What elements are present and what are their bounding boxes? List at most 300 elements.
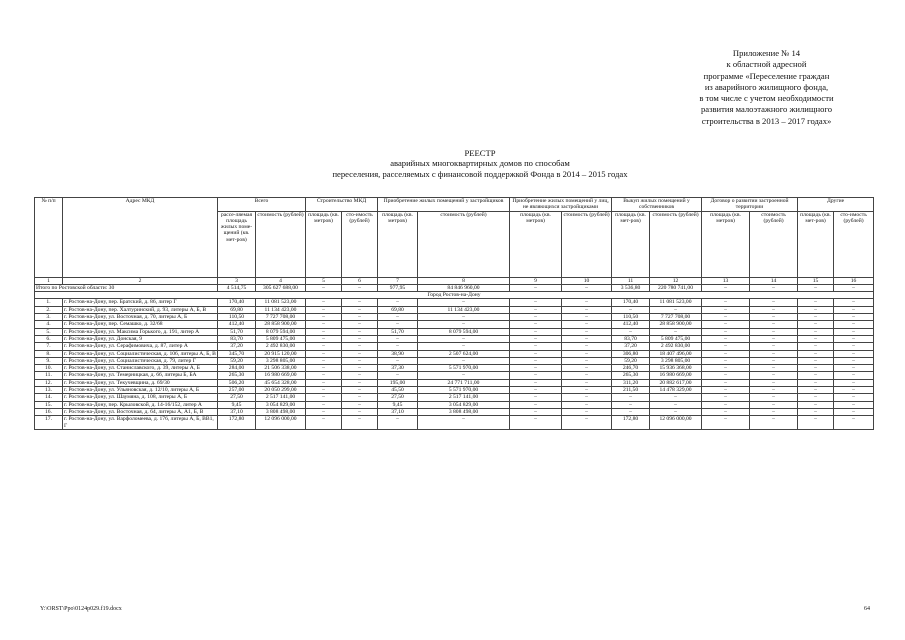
appendix-header (660, 48, 873, 127)
row-cell: 265,30 (612, 372, 650, 379)
row-cell: – (750, 401, 798, 408)
row-cell: – (750, 365, 798, 372)
row-cell: – (702, 416, 750, 430)
row-cell: – (378, 314, 418, 321)
row-cell: – (342, 335, 378, 342)
row-cell: – (798, 372, 834, 379)
row-cell: 110,50 (218, 314, 256, 321)
row-cell: 9,45 (378, 401, 418, 408)
row-cell: – (562, 357, 612, 364)
row-cell: – (702, 372, 750, 379)
row-cell: – (342, 372, 378, 379)
row-cell: – (342, 416, 378, 430)
subheader-cost: стоимость (рублей) (418, 211, 510, 277)
row-cell: 7 727 708,00 (650, 314, 702, 321)
row-cell: – (342, 379, 378, 386)
total-cell: – (798, 284, 834, 291)
row-cell: – (798, 350, 834, 357)
table-row (35, 350, 874, 357)
title-line: аварийных многоквартирных домов по способам (390, 158, 570, 169)
subheader-area: площадь (кв. метров) (702, 211, 750, 277)
row-cell: – (562, 401, 612, 408)
col-other-header: Другие (798, 198, 874, 212)
row-cell: – (798, 401, 834, 408)
row-cell: – (510, 314, 562, 321)
row-cell: 2 517 141,00 (256, 394, 306, 401)
row-cell: – (378, 343, 418, 350)
row-cell: 2 492 830,00 (256, 343, 306, 350)
row-cell: – (306, 321, 342, 328)
row-cell: 170,40 (218, 299, 256, 306)
row-cell: – (702, 394, 750, 401)
row-cell: – (418, 372, 510, 379)
row-address: г. Ростов-на-Дону, ул. Ульяновская, д. 12/10, литеры А, Б (63, 387, 218, 394)
appendix-line: в том числе с учетом необходимости (699, 93, 834, 104)
table-row (35, 372, 874, 379)
row-cell: 412,40 (218, 321, 256, 328)
total-cell: 305 627 688,00 (256, 284, 306, 291)
row-cell: – (702, 299, 750, 306)
table-row (35, 335, 874, 342)
row-cell: – (306, 408, 342, 415)
row-cell: – (562, 416, 612, 430)
row-cell: – (750, 357, 798, 364)
row-cell: 27,50 (378, 394, 418, 401)
row-cell: – (750, 350, 798, 357)
row-cell: 2 492 830,00 (650, 343, 702, 350)
table-row (35, 299, 874, 306)
row-cell: 83,70 (218, 335, 256, 342)
row-cell: 284,00 (218, 365, 256, 372)
row-cell: – (306, 372, 342, 379)
col-construction-header: Строительство МКД (306, 198, 378, 212)
row-cell: – (702, 408, 750, 415)
row-cell: – (378, 416, 418, 430)
row-cell: 69,80 (218, 306, 256, 313)
row-cell: 45 654 328,00 (256, 379, 306, 386)
row-cell: – (750, 306, 798, 313)
table-row (35, 408, 874, 415)
row-cell: 20 050 299,00 (256, 387, 306, 394)
row-cell: – (834, 343, 874, 350)
appendix-line: программе «Переселение граждан (703, 70, 830, 81)
row-cell: 83,70 (612, 335, 650, 342)
row-cell: – (510, 357, 562, 364)
col-territory-header: Договор о развитии застроенной территории (702, 198, 798, 212)
row-cell: 3 298 805,00 (650, 357, 702, 364)
row-cell: – (702, 306, 750, 313)
total-cell: 84 846 960,00 (418, 284, 510, 291)
row-cell: – (418, 416, 510, 430)
row-cell: – (834, 408, 874, 415)
row-cell: – (798, 321, 834, 328)
row-cell: 246,70 (612, 365, 650, 372)
appendix-line: строительства в 2013 – 2017 годах» (701, 115, 832, 126)
row-cell: – (306, 365, 342, 372)
row-cell: 11 081 523,00 (256, 299, 306, 306)
total-cell: 4 514,75 (218, 284, 256, 291)
row-cell: – (342, 394, 378, 401)
row-cell: – (342, 306, 378, 313)
row-address: г. Ростов-на-Дону, пер. Крыловской, д. 14-16/152, литер А (63, 401, 218, 408)
row-address: г. Ростов-на-Дону, пер. Халтуринский, д. 93, литеры А, Б, В (63, 306, 218, 313)
row-cell: – (798, 379, 834, 386)
column-number: 12 (650, 277, 702, 284)
row-cell: – (562, 365, 612, 372)
row-cell: – (798, 314, 834, 321)
row-cell: – (342, 401, 378, 408)
row-cell: – (834, 350, 874, 357)
row-cell: 38,90 (378, 350, 418, 357)
row-address: г. Ростов-на-Дону, ул. Темерницкая, д. 66, литеры Б, БА (63, 372, 218, 379)
row-cell: – (306, 357, 342, 364)
row-cell: – (612, 401, 650, 408)
row-cell: – (510, 306, 562, 313)
subheader-area: площадь (кв. мет-ров) (612, 211, 650, 277)
register-table (34, 197, 874, 430)
row-cell: 59,20 (612, 357, 650, 364)
row-cell: – (306, 416, 342, 430)
row-cell: – (834, 372, 874, 379)
row-cell: – (834, 328, 874, 335)
appendix-line: Приложение № 14 (732, 48, 801, 58)
row-cell: 110,50 (612, 314, 650, 321)
row-cell: – (702, 314, 750, 321)
row-cell: – (418, 343, 510, 350)
row-cell: – (750, 408, 798, 415)
row-cell: – (510, 416, 562, 430)
row-cell: – (562, 408, 612, 415)
col-purchase-dev-header: Приобретение жилых помещений у застройщиков (378, 198, 510, 212)
row-cell: – (834, 321, 874, 328)
row-number: 4. (35, 321, 63, 328)
row-cell: – (650, 306, 702, 313)
row-cell: – (510, 335, 562, 342)
row-cell: – (418, 357, 510, 364)
header-row-1 (35, 198, 874, 212)
table-row (35, 328, 874, 335)
subheader-area: площадь (кв. метров) (510, 211, 562, 277)
appendix-line: развития малоэтажного жилищного (700, 104, 833, 115)
row-cell: 11 134 423,00 (256, 306, 306, 313)
row-cell: 345,70 (218, 350, 256, 357)
row-address: г. Ростов-на-Дону, ул. Донская, 9 (63, 335, 218, 342)
row-cell: – (834, 365, 874, 372)
row-cell: 2 507 624,00 (418, 350, 510, 357)
table-row (35, 401, 874, 408)
page-number: 64 (864, 606, 870, 612)
row-number: 17. (35, 416, 63, 430)
row-address: г. Ростов-на-Дону, ул. Максима Горького, д. 191, литер А (63, 328, 218, 335)
row-cell: 412,40 (612, 321, 650, 328)
row-cell: – (306, 306, 342, 313)
title-line: РЕЕСТР (464, 148, 496, 158)
row-cell: – (342, 365, 378, 372)
row-cell: 170,40 (612, 299, 650, 306)
row-address: г. Ростов-на-Дону, ул. Серафимовича, д. 87, литер А (63, 343, 218, 350)
row-cell: – (650, 408, 702, 415)
row-cell: – (342, 343, 378, 350)
row-cell: – (750, 314, 798, 321)
row-cell: – (798, 357, 834, 364)
title-line: переселения, расселяемых с финансовой поддержкой Фонда в 2014 – 2015 годах (332, 168, 628, 179)
row-number: 14. (35, 394, 63, 401)
row-cell: – (378, 299, 418, 306)
row-cell: 16 980 669,00 (256, 372, 306, 379)
column-number: 13 (702, 277, 750, 284)
row-cell: – (510, 372, 562, 379)
row-cell: – (562, 306, 612, 313)
row-cell: – (834, 306, 874, 313)
row-cell: – (306, 387, 342, 394)
row-cell: – (834, 299, 874, 306)
appendix-line: к областной адресной (726, 59, 807, 70)
row-cell: 20 882 617,00 (650, 379, 702, 386)
row-cell: 11 134 423,00 (418, 306, 510, 313)
row-number: 15. (35, 401, 63, 408)
row-cell: – (306, 343, 342, 350)
row-cell: 3 298 805,00 (256, 357, 306, 364)
row-cell: 211,50 (612, 387, 650, 394)
row-cell: – (750, 372, 798, 379)
row-cell: – (702, 343, 750, 350)
row-cell: – (378, 321, 418, 328)
register-body (35, 277, 874, 429)
table-row (35, 379, 874, 386)
row-cell: 9,45 (218, 401, 256, 408)
city-row (35, 292, 874, 299)
subheader-cost: стоимость (рублей) (256, 211, 306, 277)
row-cell: – (306, 335, 342, 342)
row-cell: – (562, 372, 612, 379)
city-name: Город Ростов-на-Дону (35, 292, 874, 299)
row-cell: – (702, 401, 750, 408)
row-cell: – (798, 365, 834, 372)
table-row (35, 321, 874, 328)
row-number: 11. (35, 372, 63, 379)
row-cell: – (510, 343, 562, 350)
row-cell: – (306, 379, 342, 386)
row-address: г. Ростов-на-Дону, ул. Восточная, д. 70, литеры А, Б (63, 314, 218, 321)
row-address: г. Ростов-на-Дону, ул. Восточная, д. 64, литеры А, А1, Б, В (63, 408, 218, 415)
column-number: 4 (256, 277, 306, 284)
row-cell: – (306, 401, 342, 408)
total-row (35, 284, 874, 291)
row-cell: 172,80 (218, 416, 256, 430)
row-cell: 20 915 120,00 (256, 350, 306, 357)
row-cell: 14 478 329,00 (650, 387, 702, 394)
row-cell: – (510, 350, 562, 357)
column-number: 6 (342, 277, 378, 284)
column-number: 7 (378, 277, 418, 284)
col-address-header: Адрес МКД (63, 198, 218, 278)
row-cell: – (418, 299, 510, 306)
row-cell: 5 809 475,00 (650, 335, 702, 342)
row-cell: – (834, 394, 874, 401)
total-cell: 3 536,80 (612, 284, 650, 291)
column-number: 5 (306, 277, 342, 284)
row-cell: – (342, 350, 378, 357)
row-cell: – (562, 314, 612, 321)
row-cell: – (342, 387, 378, 394)
row-cell: – (798, 394, 834, 401)
row-cell: – (342, 408, 378, 415)
row-cell: – (306, 328, 342, 335)
table-row (35, 365, 874, 372)
row-address: г. Ростов-на-Дону, пер. Семашко, д. 32/68 (63, 321, 218, 328)
row-cell: – (702, 321, 750, 328)
row-cell: – (306, 394, 342, 401)
row-cell: – (750, 335, 798, 342)
column-number: 11 (612, 277, 650, 284)
row-cell: – (562, 387, 612, 394)
row-cell: – (702, 328, 750, 335)
row-cell: 306,80 (612, 350, 650, 357)
row-cell: 37,20 (218, 343, 256, 350)
row-cell: – (306, 314, 342, 321)
row-cell: – (834, 387, 874, 394)
row-cell: – (750, 328, 798, 335)
row-cell: – (798, 335, 834, 342)
row-cell: 37,10 (218, 408, 256, 415)
row-address: г. Ростов-на-Дону, ул. Варфоломеева, д. 176, литеры А, Б, ВВ1, Г (63, 416, 218, 430)
row-cell: 11 081 523,00 (650, 299, 702, 306)
row-cell: 172,80 (612, 416, 650, 430)
row-cell: – (798, 328, 834, 335)
row-cell: – (750, 321, 798, 328)
total-cell: – (510, 284, 562, 291)
subheader-area: площадь (кв. метров) (378, 211, 418, 277)
column-number: 9 (510, 277, 562, 284)
row-number: 6. (35, 335, 63, 342)
row-cell: – (418, 321, 510, 328)
row-cell: – (510, 394, 562, 401)
row-cell: – (342, 321, 378, 328)
row-cell: – (650, 328, 702, 335)
row-cell: 59,20 (218, 357, 256, 364)
row-cell: 16 980 669,00 (650, 372, 702, 379)
row-cell: 265,30 (218, 372, 256, 379)
row-cell: – (702, 357, 750, 364)
row-cell: – (750, 387, 798, 394)
row-cell: – (650, 394, 702, 401)
total-cell: – (702, 284, 750, 291)
row-cell: – (510, 408, 562, 415)
total-cell: – (750, 284, 798, 291)
total-cell: – (306, 284, 342, 291)
row-cell: – (798, 343, 834, 350)
table-row (35, 343, 874, 350)
row-cell: 5 809 475,00 (256, 335, 306, 342)
row-cell: – (750, 299, 798, 306)
row-cell: – (798, 306, 834, 313)
col-num-header: № п/п (35, 198, 63, 278)
row-cell: – (510, 387, 562, 394)
row-cell: – (750, 394, 798, 401)
row-cell: – (834, 335, 874, 342)
row-number: 2. (35, 306, 63, 313)
subheader-cost: стоимость (рублей) (562, 211, 612, 277)
row-cell: – (834, 379, 874, 386)
row-cell: 45,50 (378, 387, 418, 394)
row-cell: – (562, 335, 612, 342)
row-cell: – (378, 335, 418, 342)
row-cell: – (562, 299, 612, 306)
row-cell: 24 771 711,00 (418, 379, 510, 386)
row-cell: 12 096 000,00 (650, 416, 702, 430)
table-row (35, 314, 874, 321)
total-cell: – (562, 284, 612, 291)
row-number: 16. (35, 408, 63, 415)
row-cell: – (612, 328, 650, 335)
row-cell: – (702, 387, 750, 394)
row-cell: – (418, 335, 510, 342)
row-cell: – (562, 328, 612, 335)
table-row (35, 394, 874, 401)
row-address: г. Ростов-на-Дону, ул. Текучевщина, д. 69/30 (63, 379, 218, 386)
row-cell: 12 096 000,00 (256, 416, 306, 430)
column-number: 3 (218, 277, 256, 284)
row-cell: – (834, 416, 874, 430)
row-address: г. Ростов-на-Дону, ул. Шаумяна, д. 108, литеры А, Б (63, 394, 218, 401)
subheader-cost: сто-имость (рублей) (834, 211, 874, 277)
row-cell: – (702, 365, 750, 372)
row-cell: 3 808 498,00 (256, 408, 306, 415)
row-cell: – (562, 379, 612, 386)
row-cell: – (834, 314, 874, 321)
row-cell: – (798, 416, 834, 430)
row-cell: 8 079 594,00 (418, 328, 510, 335)
row-cell: 8 079 594,00 (256, 328, 306, 335)
row-cell: – (834, 357, 874, 364)
row-cell: – (342, 357, 378, 364)
row-cell: – (378, 372, 418, 379)
row-cell: – (342, 328, 378, 335)
row-address: г. Ростов-на-Дону, ул. Станиславского, д. 39, литеры А, Б (63, 365, 218, 372)
row-cell: – (702, 335, 750, 342)
column-number: 16 (834, 277, 874, 284)
row-cell: – (562, 321, 612, 328)
subheader-area: площадь (кв. метров) (306, 211, 342, 277)
row-cell: 69,80 (378, 306, 418, 313)
row-cell: – (612, 408, 650, 415)
row-cell: 37,30 (378, 365, 418, 372)
row-cell: – (798, 299, 834, 306)
row-cell: – (306, 299, 342, 306)
subheader-cost: стоимость (рублей) (650, 211, 702, 277)
row-cell: – (798, 387, 834, 394)
register-title (200, 148, 760, 179)
row-cell: 5 571 970,00 (418, 365, 510, 372)
row-number: 7. (35, 343, 63, 350)
row-number: 5. (35, 328, 63, 335)
row-number: 10. (35, 365, 63, 372)
table-row (35, 387, 874, 394)
row-cell: – (510, 365, 562, 372)
row-cell: 37,10 (378, 408, 418, 415)
row-cell: 28 858 900,00 (650, 321, 702, 328)
row-cell: – (798, 408, 834, 415)
row-cell: – (750, 343, 798, 350)
row-number: 8. (35, 350, 63, 357)
row-number: 13. (35, 387, 63, 394)
row-cell: 2 517 141,00 (418, 394, 510, 401)
row-cell: – (418, 314, 510, 321)
total-cell: 220 780 741,00 (650, 284, 702, 291)
row-number: 3. (35, 314, 63, 321)
total-cell: 977,95 (378, 284, 418, 291)
row-cell: 27,50 (218, 394, 256, 401)
